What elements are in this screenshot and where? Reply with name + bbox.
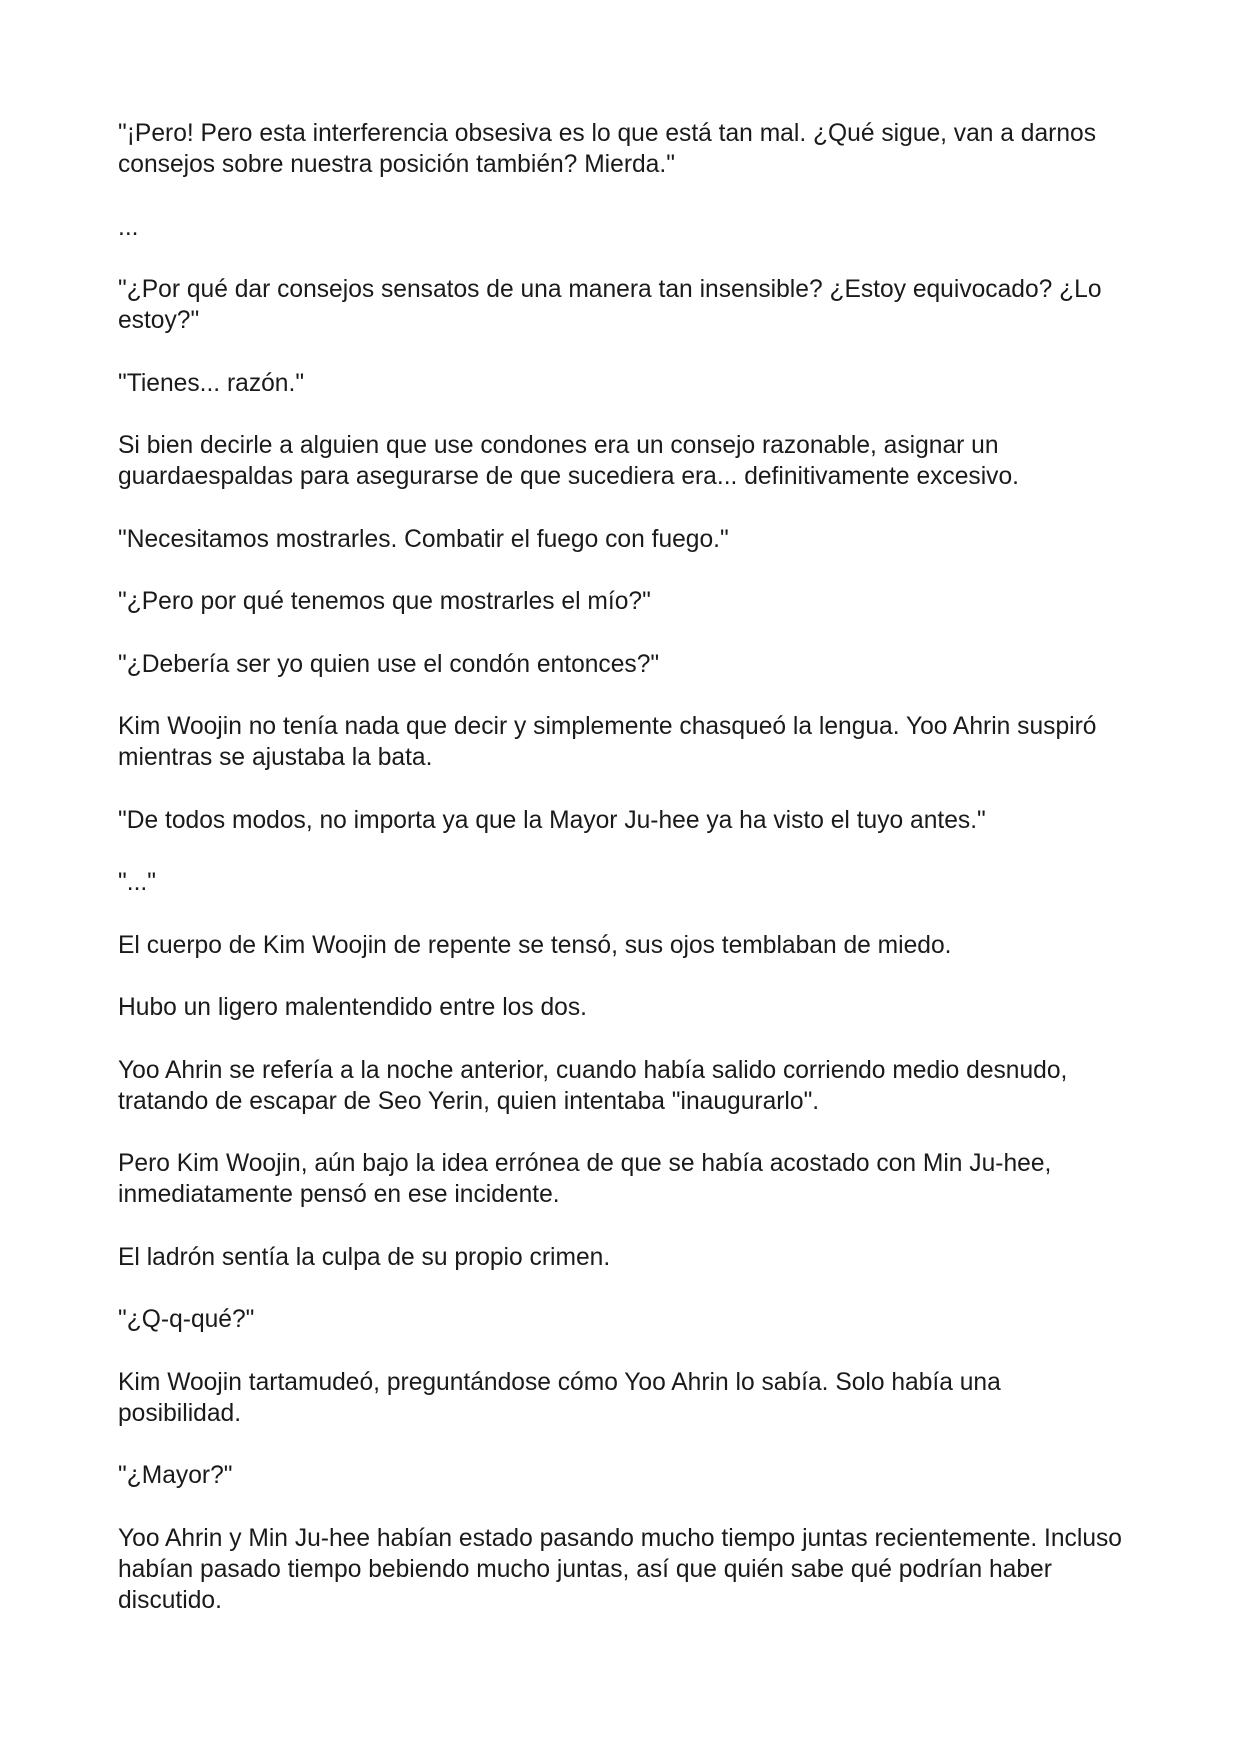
paragraph: "De todos modos, no importa ya que la Mayor Ju-hee ya ha visto el tuyo antes." bbox=[118, 806, 986, 834]
paragraph: El cuerpo de Kim Woojin de repente se tensó, sus ojos temblaban de miedo. bbox=[118, 931, 952, 959]
paragraph: Yoo Ahrin y Min Ju-hee habían estado pasando mucho tiempo juntas recientemente. Incluso habían pasado tiempo bebiendo mucho juntas, así que quién sabe qué podrían haber discutido. bbox=[118, 1524, 1122, 1614]
paragraph: "Tienes... razón." bbox=[118, 369, 305, 397]
document-body bbox=[118, 118, 1128, 1616]
paragraph: Si bien decirle a alguien que use condones era un consejo razonable, asignar un guardaespaldas para asegurarse de que sucediera era... definitivamente excesivo. bbox=[118, 432, 1019, 490]
paragraph: El ladrón sentía la culpa de su propio crimen. bbox=[118, 1243, 611, 1271]
paragraph: Kim Woojin tartamudeó, preguntándose cómo Yoo Ahrin lo sabía. Solo había una posibilidad. bbox=[118, 1368, 1001, 1427]
paragraph: "..." bbox=[118, 869, 156, 896]
paragraph: Yoo Ahrin se refería a la noche anterior, cuando había salido corriendo medio desnudo, tratando de escapar de Seo Yerin, quien intentaba "inaugurarlo". bbox=[118, 1056, 1068, 1115]
paragraph: "Necesitamos mostrarles. Combatir el fuego con fuego." bbox=[118, 525, 729, 553]
paragraph: "¿Debería ser yo quien use el condón entonces?" bbox=[118, 650, 660, 678]
paragraph: Kim Woojin no tenía nada que decir y simplemente chasqueó la lengua. Yoo Ahrin suspiró mientras se ajustaba la bata. bbox=[118, 713, 1097, 771]
paragraph: "¡Pero! Pero esta interferencia obsesiva es lo que está tan mal. ¿Qué sigue, van a darnos consejos sobre nuestra posición también? Mierda." bbox=[118, 120, 1096, 178]
paragraph: "¿Mayor?" bbox=[118, 1462, 233, 1489]
paragraph: Pero Kim Woojin, aún bajo la idea errónea de que se había acostado con Min Ju-hee, inmediatamente pensó en ese incidente. bbox=[118, 1150, 1052, 1208]
paragraph: Hubo un ligero malentendido entre los dos. bbox=[118, 994, 587, 1021]
paragraph: "¿Q-q-qué?" bbox=[118, 1306, 255, 1333]
paragraph: ... bbox=[118, 213, 139, 241]
paragraph: "¿Pero por qué tenemos que mostrarles el mío?" bbox=[118, 588, 651, 615]
paragraph: "¿Por qué dar consejos sensatos de una manera tan insensible? ¿Estoy equivocado? ¿Lo estoy?" bbox=[118, 276, 1102, 334]
